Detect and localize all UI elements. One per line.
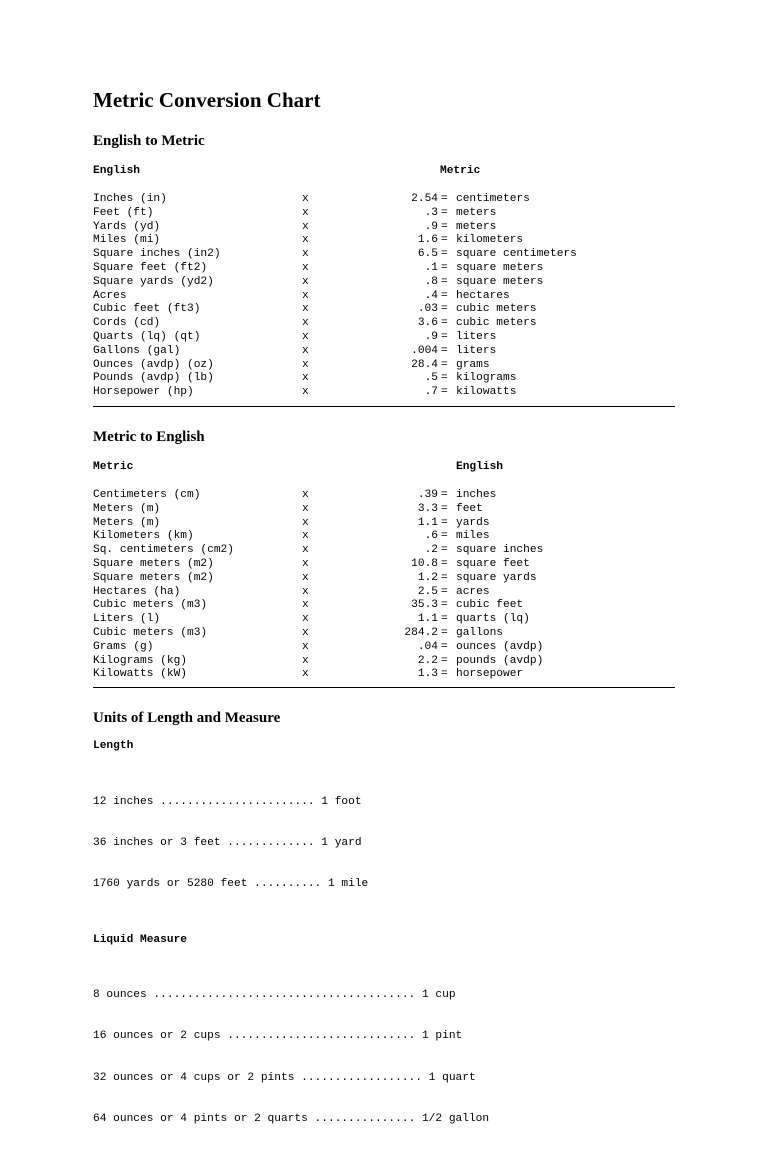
unit-to: quarts (lq): [456, 613, 530, 626]
unit-to: centimeters: [456, 193, 530, 205]
unit-from: Kilowatts (kW): [93, 668, 187, 681]
multiply-sign: x: [302, 317, 309, 330]
column-headers-metric-to-english: [93, 461, 675, 475]
unit-to: pounds (avdp): [456, 654, 544, 667]
equals-sign: =: [441, 544, 448, 557]
unit-to: kilometers: [456, 234, 524, 247]
unit-to: cubic meters: [456, 303, 537, 316]
unit-to: square inches: [456, 544, 544, 557]
length-line: 1760 yards or 5280 feet .......... 1 mile: [93, 878, 369, 891]
equals-sign: =: [441, 654, 448, 667]
unit-to: grams: [456, 358, 490, 371]
conversion-row: [93, 668, 675, 682]
equals-sign: =: [441, 585, 448, 598]
unit-to: square meters: [456, 275, 544, 288]
conversion-row: [93, 517, 675, 531]
unit-from: Cubic feet (ft3): [93, 303, 201, 316]
conversion-factor: 1.3: [417, 668, 438, 681]
conversion-row: [93, 544, 675, 558]
conversion-table-metric-to-english: [93, 489, 675, 682]
equals-sign: =: [441, 386, 448, 399]
equals-sign: =: [441, 303, 448, 316]
multiply-sign: x: [302, 654, 309, 667]
multiply-sign: x: [302, 530, 309, 543]
conversion-row: [93, 489, 675, 503]
conversion-factor: 35.3: [411, 599, 438, 612]
unit-to: kilowatts: [456, 386, 517, 399]
multiply-sign: x: [302, 289, 309, 302]
equals-sign: =: [441, 626, 448, 639]
multiply-sign: x: [302, 488, 309, 501]
unit-to: kilograms: [456, 372, 517, 385]
unit-to: square meters: [456, 261, 544, 274]
conversion-factor: 10.8: [411, 557, 438, 570]
column-header-english: English: [93, 165, 140, 177]
multiply-sign: x: [302, 303, 309, 316]
unit-from: Centimeters (cm): [93, 488, 201, 501]
liquid-line: 16 ounces or 2 cups ............................ 1 pint: [93, 1030, 463, 1043]
unit-from: Sq. centimeters (cm2): [93, 544, 234, 557]
conversion-factor: .39: [417, 488, 438, 501]
equals-sign: =: [441, 234, 448, 247]
conversion-factor: 2.2: [417, 654, 438, 667]
conversion-row: [93, 359, 675, 373]
conversion-factor: 1.2: [417, 571, 438, 584]
section-divider: [93, 687, 675, 688]
unit-to: miles: [456, 530, 490, 543]
conversion-document: [93, 86, 675, 1155]
equals-sign: =: [441, 613, 448, 626]
liquid-line: 8 ounces ....................................... 1 cup: [93, 989, 456, 1002]
equals-sign: =: [441, 193, 448, 205]
section-heading-units: Units of Length and Measure: [93, 710, 281, 727]
conversion-factor: 1.1: [417, 516, 438, 529]
multiply-sign: x: [302, 261, 309, 274]
unit-from: Feet (ft): [93, 206, 154, 219]
conversion-row: [93, 331, 675, 345]
page-title: Metric Conversion Chart: [93, 88, 321, 112]
conversion-factor: 3.6: [417, 317, 438, 330]
unit-from: Yards (yd): [93, 220, 161, 233]
unit-to: meters: [456, 206, 497, 219]
column-header-metric: Metric: [440, 165, 481, 177]
conversion-factor: .9: [424, 330, 438, 343]
column-header-english: English: [456, 460, 503, 473]
conversion-factor: 2.54: [411, 193, 438, 205]
unit-from: Meters (m): [93, 502, 161, 515]
unit-from: Square feet (ft2): [93, 261, 208, 274]
multiply-sign: x: [302, 275, 309, 288]
section-heading-english-to-metric: English to Metric: [93, 133, 205, 149]
unit-from: Square meters (m2): [93, 571, 214, 584]
subheading-length: Length: [93, 740, 134, 753]
conversion-factor: .004: [411, 344, 438, 357]
unit-from: Horsepower (hp): [93, 386, 194, 399]
conversion-factor: 1.6: [417, 234, 438, 247]
multiply-sign: x: [302, 372, 309, 385]
multiply-sign: x: [302, 640, 309, 653]
conversion-table-english-to-metric: [93, 193, 675, 400]
conversion-factor: 1.1: [417, 613, 438, 626]
equals-sign: =: [441, 502, 448, 515]
equals-sign: =: [441, 530, 448, 543]
unit-to: square feet: [456, 557, 530, 570]
conversion-factor: .3: [424, 206, 438, 219]
equals-sign: =: [441, 330, 448, 343]
column-header-metric: Metric: [93, 460, 134, 473]
conversion-factor: 2.5: [417, 585, 438, 598]
unit-to: yards: [456, 516, 490, 529]
conversion-row: [93, 572, 675, 586]
conversion-row: [93, 599, 675, 613]
conversion-factor: 3.3: [417, 502, 438, 515]
unit-from: Gallons (gal): [93, 344, 181, 357]
conversion-factor: .8: [424, 275, 438, 288]
conversion-factor: .2: [424, 544, 438, 557]
unit-to: cubic meters: [456, 317, 537, 330]
unit-from: Square yards (yd2): [93, 275, 214, 288]
conversion-row: [93, 503, 675, 517]
multiply-sign: x: [302, 502, 309, 515]
conversion-row: [93, 655, 675, 669]
unit-to: liters: [456, 344, 497, 357]
equals-sign: =: [441, 206, 448, 219]
conversion-factor: 28.4: [411, 358, 438, 371]
equals-sign: =: [441, 220, 448, 233]
multiply-sign: x: [302, 613, 309, 626]
unit-from: Quarts (lq) (qt): [93, 330, 201, 343]
multiply-sign: x: [302, 544, 309, 557]
conversion-factor: .9: [424, 220, 438, 233]
conversion-row: [93, 386, 675, 400]
liquid-line: 32 ounces or 4 cups or 2 pints .................. 1 quart: [93, 1071, 476, 1084]
unit-to: acres: [456, 585, 490, 598]
conversion-factor: .03: [417, 303, 438, 316]
unit-to: hectares: [456, 289, 510, 302]
unit-from: Miles (mi): [93, 234, 161, 247]
conversion-factor: 6.5: [417, 248, 438, 261]
conversion-row: [93, 345, 675, 359]
conversion-row: [93, 586, 675, 600]
multiply-sign: x: [302, 571, 309, 584]
unit-to: gallons: [456, 626, 503, 639]
multiply-sign: x: [302, 557, 309, 570]
conversion-row: [93, 276, 675, 290]
liquid-line: 64 ounces or 4 pints or 2 quarts ............... 1/2 gallon: [93, 1113, 490, 1126]
unit-to: feet: [456, 502, 483, 515]
unit-from: Cubic meters (m3): [93, 599, 208, 612]
multiply-sign: x: [302, 626, 309, 639]
unit-to: meters: [456, 220, 497, 233]
conversion-row: [93, 372, 675, 386]
unit-from: Acres: [93, 289, 127, 302]
length-line: 12 inches ....................... 1 foot: [93, 795, 362, 808]
unit-from: Kilograms (kg): [93, 654, 187, 667]
multiply-sign: x: [302, 193, 309, 205]
equals-sign: =: [441, 317, 448, 330]
conversion-row: [93, 558, 675, 572]
conversion-row: [93, 248, 675, 262]
unit-from: Square inches (in2): [93, 248, 221, 261]
unit-from: Liters (l): [93, 613, 161, 626]
unit-to: liters: [456, 330, 497, 343]
unit-from: Ounces (avdp) (oz): [93, 358, 214, 371]
conversion-factor: .6: [424, 530, 438, 543]
unit-from: Kilometers (km): [93, 530, 194, 543]
conversion-row: [93, 262, 675, 276]
equals-sign: =: [441, 358, 448, 371]
multiply-sign: x: [302, 585, 309, 598]
equals-sign: =: [441, 557, 448, 570]
multiply-sign: x: [302, 599, 309, 612]
section-heading-metric-to-english: Metric to English: [93, 428, 205, 445]
multiply-sign: x: [302, 234, 309, 247]
equals-sign: =: [441, 275, 448, 288]
conversion-factor: .5: [424, 372, 438, 385]
unit-to: cubic feet: [456, 599, 524, 612]
unit-to: square yards: [456, 571, 537, 584]
unit-from: Cubic meters (m3): [93, 626, 208, 639]
unit-from: Hectares (ha): [93, 585, 181, 598]
conversion-row: [93, 613, 675, 627]
equals-sign: =: [441, 488, 448, 501]
length-line: 36 inches or 3 feet ............. 1 yard: [93, 836, 362, 849]
length-list: [93, 768, 675, 920]
equals-sign: =: [441, 248, 448, 261]
conversion-factor: .7: [424, 386, 438, 399]
conversion-row: [93, 627, 675, 641]
equals-sign: =: [441, 599, 448, 612]
equals-sign: =: [441, 261, 448, 274]
multiply-sign: x: [302, 248, 309, 261]
unit-to: square centimeters: [456, 248, 577, 261]
conversion-row: [93, 303, 675, 317]
conversion-row: [93, 193, 675, 207]
equals-sign: =: [441, 668, 448, 681]
conversion-row: [93, 221, 675, 235]
multiply-sign: x: [302, 206, 309, 219]
unit-from: Inches (in): [93, 193, 167, 205]
conversion-factor: .04: [417, 640, 438, 653]
multiply-sign: x: [302, 220, 309, 233]
conversion-row: [93, 530, 675, 544]
conversion-factor: .1: [424, 261, 438, 274]
conversion-row: [93, 317, 675, 331]
equals-sign: =: [441, 571, 448, 584]
section-divider: [93, 406, 675, 407]
column-headers-english-to-metric: [93, 165, 675, 179]
unit-from: Square meters (m2): [93, 557, 214, 570]
multiply-sign: x: [302, 668, 309, 681]
conversion-factor: .4: [424, 289, 438, 302]
multiply-sign: x: [302, 344, 309, 357]
equals-sign: =: [441, 344, 448, 357]
unit-from: Cords (cd): [93, 317, 161, 330]
liquid-measure-list: [93, 961, 675, 1154]
conversion-factor: 284.2: [404, 626, 438, 639]
equals-sign: =: [441, 516, 448, 529]
unit-from: Meters (m): [93, 516, 161, 529]
unit-to: horsepower: [456, 668, 524, 681]
equals-sign: =: [441, 640, 448, 653]
conversion-row: [93, 290, 675, 304]
unit-from: Grams (g): [93, 640, 154, 653]
multiply-sign: x: [302, 386, 309, 399]
multiply-sign: x: [302, 330, 309, 343]
conversion-row: [93, 234, 675, 248]
multiply-sign: x: [302, 516, 309, 529]
multiply-sign: x: [302, 358, 309, 371]
conversion-row: [93, 641, 675, 655]
equals-sign: =: [441, 372, 448, 385]
conversion-row: [93, 207, 675, 221]
subheading-liquid-measure: Liquid Measure: [93, 933, 187, 946]
unit-to: inches: [456, 488, 497, 501]
unit-from: Pounds (avdp) (lb): [93, 372, 214, 385]
unit-to: ounces (avdp): [456, 640, 544, 653]
equals-sign: =: [441, 289, 448, 302]
